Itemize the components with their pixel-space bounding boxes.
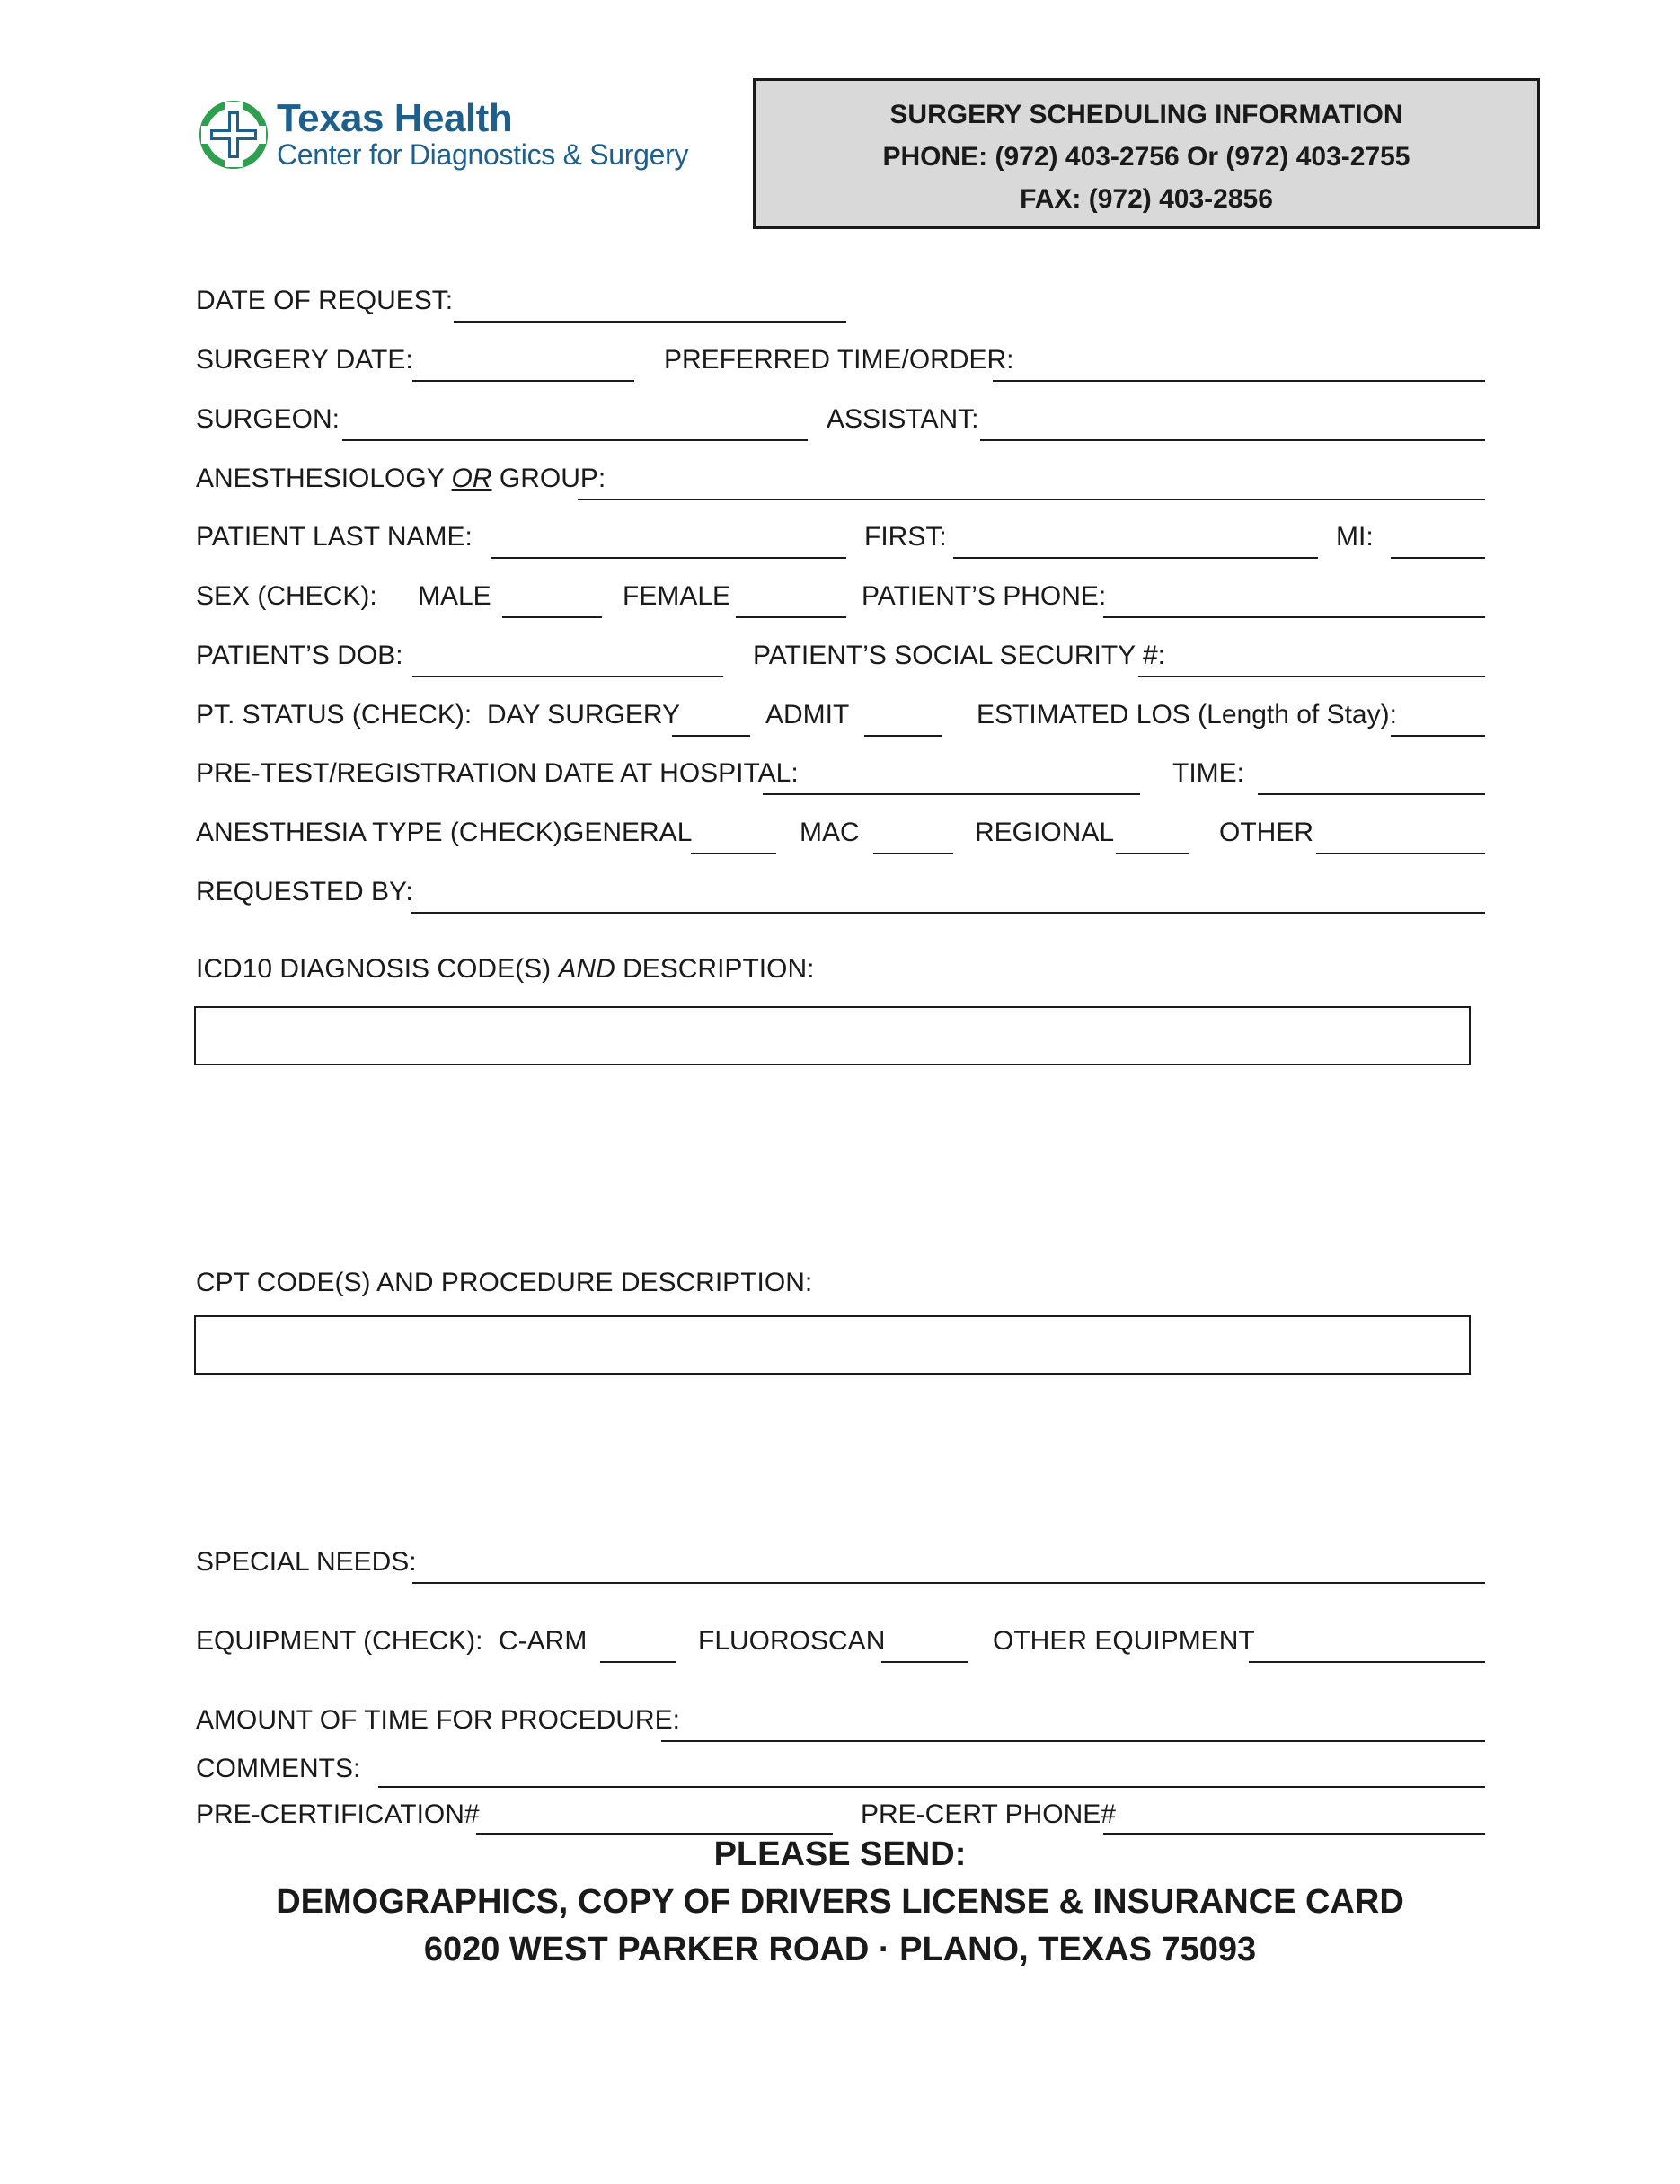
contact-phone: PHONE: (972) 403-2756 Or (972) 403-2755 bbox=[882, 142, 1410, 172]
special-needs-label: SPECIAL NEEDS: bbox=[196, 1547, 417, 1577]
comments-field[interactable] bbox=[378, 1786, 1485, 1788]
surgery-date-field[interactable] bbox=[412, 380, 634, 382]
anesthesiology-label bbox=[196, 465, 606, 492]
mac-label: MAC bbox=[800, 818, 860, 847]
precertification-field[interactable] bbox=[476, 1833, 833, 1835]
preferred-time-label: PREFERRED TIME/ORDER: bbox=[664, 345, 1014, 375]
anesthesia-type-label: ANESTHESIA TYPE (CHECK): bbox=[196, 818, 570, 847]
male-check-field[interactable] bbox=[502, 616, 602, 618]
required-documents: DEMOGRAPHICS, COPY OF DRIVERS LICENSE & INSURANCE CARD bbox=[276, 1883, 1404, 1921]
amount-of-time-field[interactable] bbox=[661, 1740, 1485, 1742]
mac-check-field[interactable] bbox=[873, 853, 953, 854]
assistant-label: ASSISTANT: bbox=[827, 404, 979, 434]
regional-label: REGIONAL bbox=[975, 818, 1115, 847]
icd10-label bbox=[196, 956, 814, 983]
icd10-and-emphasis: AND bbox=[558, 954, 615, 984]
amount-of-time-label: AMOUNT OF TIME FOR PROCEDURE: bbox=[196, 1705, 680, 1735]
female-label: FEMALE bbox=[623, 581, 731, 611]
ssn-field[interactable] bbox=[1138, 676, 1485, 677]
date-of-request-label: DATE OF REQUEST: bbox=[196, 286, 454, 315]
middle-initial-field[interactable] bbox=[1391, 557, 1485, 559]
general-label: GENERAL bbox=[563, 818, 693, 847]
patient-phone-label: PATIENT’S PHONE: bbox=[862, 581, 1107, 611]
pretest-date-field[interactable] bbox=[763, 793, 1140, 795]
first-name-field[interactable] bbox=[953, 557, 1318, 559]
precert-phone-label: PRE-CERT PHONE# bbox=[861, 1799, 1116, 1829]
surgeon-field[interactable] bbox=[342, 439, 808, 441]
anesthesiology-label-part: ANESTHESIOLOGY bbox=[196, 464, 452, 493]
day-surgery-check-field[interactable] bbox=[672, 735, 750, 737]
contact-heading: SURGERY SCHEDULING INFORMATION bbox=[889, 100, 1403, 129]
other-equipment-field[interactable] bbox=[1249, 1661, 1485, 1663]
other-anesthesia-field[interactable] bbox=[1316, 853, 1485, 854]
icd10-input-box[interactable] bbox=[194, 1006, 1471, 1065]
precert-phone-field[interactable] bbox=[1103, 1833, 1485, 1835]
other-equipment-label: OTHER EQUIPMENT bbox=[993, 1626, 1255, 1656]
cpt-label: CPT CODE(S) AND PROCEDURE DESCRIPTION: bbox=[196, 1268, 813, 1297]
anesthesiology-group-part: GROUP: bbox=[491, 464, 606, 493]
estimated-los-label: ESTIMATED LOS (Length of Stay): bbox=[977, 700, 1397, 729]
preferred-time-field[interactable] bbox=[993, 380, 1485, 382]
dob-label: PATIENT’S DOB: bbox=[196, 641, 403, 670]
first-name-label: FIRST: bbox=[864, 522, 947, 552]
icd10-description-part: DESCRIPTION: bbox=[615, 954, 815, 984]
scheduling-contact-box bbox=[753, 78, 1540, 229]
special-needs-field[interactable] bbox=[412, 1582, 1485, 1584]
date-of-request-field[interactable] bbox=[454, 321, 846, 323]
pt-status-label: PT. STATUS (CHECK): bbox=[196, 700, 473, 729]
dob-field[interactable] bbox=[412, 676, 723, 677]
logo-subtitle: Center for Diagnostics & Surgery bbox=[277, 138, 689, 171]
c-arm-label: C-ARM bbox=[499, 1626, 588, 1656]
logo-title: Texas Health bbox=[277, 96, 513, 140]
requested-by-field[interactable] bbox=[411, 912, 1485, 914]
sex-label: SEX (CHECK): bbox=[196, 581, 377, 611]
pretest-date-label: PRE-TEST/REGISTRATION DATE AT HOSPITAL: bbox=[196, 758, 799, 788]
patient-last-name-label: PATIENT LAST NAME: bbox=[196, 522, 473, 552]
texas-health-logo bbox=[198, 96, 689, 171]
time-field[interactable] bbox=[1258, 793, 1485, 795]
fluoroscan-label: FLUOROSCAN bbox=[698, 1626, 886, 1656]
patient-last-name-field[interactable] bbox=[491, 557, 846, 559]
anesthesiology-field[interactable] bbox=[578, 499, 1485, 500]
male-label: MALE bbox=[418, 581, 491, 611]
estimated-los-field[interactable] bbox=[1391, 735, 1485, 737]
admit-label: ADMIT bbox=[765, 700, 850, 729]
c-arm-check-field[interactable] bbox=[600, 1661, 676, 1663]
facility-address: 6020 WEST PARKER ROAD · PLANO, TEXAS 75093 bbox=[423, 1931, 1257, 1968]
contact-fax: FAX: (972) 403-2856 bbox=[1020, 184, 1273, 214]
female-check-field[interactable] bbox=[736, 616, 846, 618]
admit-check-field[interactable] bbox=[864, 735, 942, 737]
day-surgery-label: DAY SURGERY bbox=[487, 700, 681, 729]
please-send-heading: PLEASE SEND: bbox=[713, 1835, 967, 1873]
requested-by-label: REQUESTED BY: bbox=[196, 877, 413, 906]
cross-logo-icon bbox=[198, 99, 270, 171]
icd10-label-part: ICD10 DIAGNOSIS CODE(S) bbox=[196, 954, 559, 984]
precertification-label: PRE-CERTIFICATION# bbox=[196, 1799, 480, 1829]
equipment-label: EQUIPMENT (CHECK): bbox=[196, 1626, 483, 1656]
assistant-field[interactable] bbox=[980, 439, 1485, 441]
general-check-field[interactable] bbox=[691, 853, 776, 854]
cpt-input-box[interactable] bbox=[194, 1315, 1471, 1375]
middle-initial-label: MI: bbox=[1336, 522, 1374, 552]
other-label: OTHER bbox=[1219, 818, 1313, 847]
surgery-date-label: SURGERY DATE: bbox=[196, 345, 413, 375]
patient-phone-field[interactable] bbox=[1103, 616, 1485, 618]
surgeon-label: SURGEON: bbox=[196, 404, 340, 434]
fluoroscan-check-field[interactable] bbox=[881, 1661, 968, 1663]
regional-check-field[interactable] bbox=[1116, 853, 1189, 854]
anesthesiology-or-emphasis: OR bbox=[451, 464, 492, 493]
ssn-label: PATIENT’S SOCIAL SECURITY #: bbox=[753, 641, 1165, 670]
comments-label: COMMENTS: bbox=[196, 1754, 361, 1783]
time-label: TIME: bbox=[1172, 758, 1244, 788]
